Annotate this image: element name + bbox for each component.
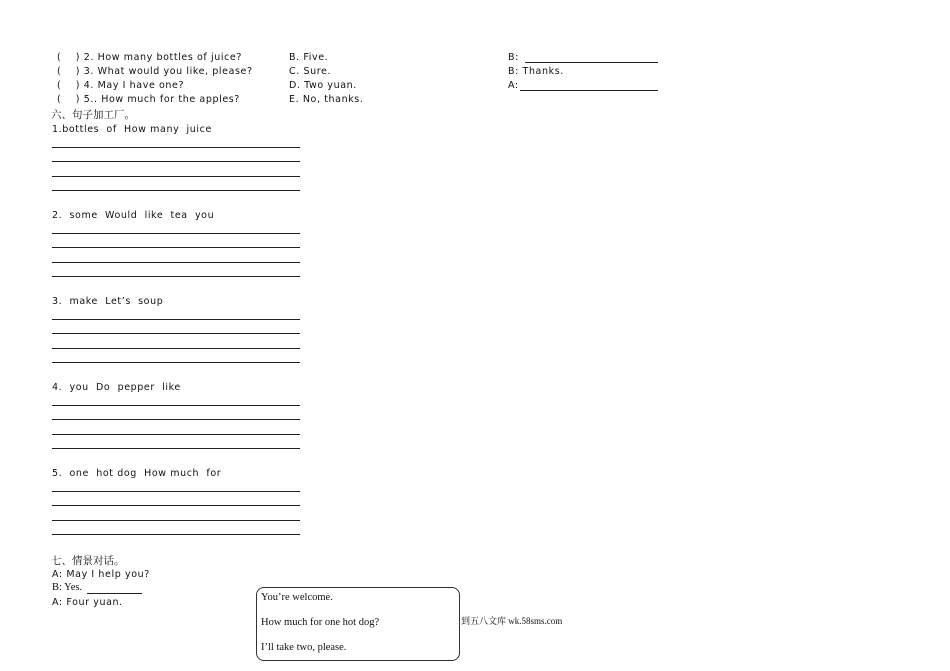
writing-line [52, 147, 300, 148]
section-6-item-1: 1.bottles of How many juice [52, 124, 212, 135]
writing-line [52, 434, 300, 435]
answer-line [525, 62, 658, 63]
watermark-text: 到五八文库 wk.58sms.com [461, 616, 563, 626]
writing-line [52, 348, 300, 349]
writing-line [52, 333, 300, 334]
writing-line [52, 262, 300, 263]
box-choice-2: How much for one hot dog? [261, 617, 380, 628]
box-choice-1: You’re welcome. [261, 592, 333, 603]
section-6-item-4: 4. you Do pepper like [52, 382, 181, 393]
section-7-line-a2: A: Four yuan. [52, 597, 123, 608]
matching-option-c: C. Sure. [289, 66, 332, 77]
matching-question-3: ( ) 3. What would you like, please? [57, 66, 253, 77]
dialog-line-a: A: [508, 80, 519, 91]
writing-line [52, 520, 300, 521]
writing-line [52, 247, 300, 248]
section-6-item-2: 2. some Would like tea you [52, 210, 215, 221]
matching-question-2: ( ) 2. How many bottles of juice? [57, 52, 243, 63]
matching-option-b: B. Five. [289, 52, 329, 63]
writing-line [52, 505, 300, 506]
matching-question-5: ( ) 5.. How much for the apples? [57, 94, 240, 105]
section-7-title: 七、情景对话。 [51, 555, 125, 567]
dialog-line-b1: B: [508, 52, 523, 63]
writing-line [52, 405, 300, 406]
matching-option-e: E. No, thanks. [289, 94, 364, 105]
matching-option-d: D. Two yuan. [289, 80, 357, 91]
matching-question-4: ( ) 4. May I have one? [57, 80, 185, 91]
answer-line [87, 593, 142, 594]
section-6-title: 六、句子加工厂。 [51, 109, 135, 121]
writing-line [52, 233, 300, 234]
dialog-line-b2: B: Thanks. [508, 66, 564, 77]
writing-line [52, 362, 300, 363]
section-7-line-a1: A: May I help you? [52, 569, 150, 580]
writing-line [52, 176, 300, 177]
writing-line [52, 276, 300, 277]
writing-line [52, 448, 300, 449]
section-6-item-5: 5. one hot dog How much for [52, 468, 222, 479]
writing-line [52, 161, 300, 162]
writing-line [52, 534, 300, 535]
writing-line [52, 491, 300, 492]
writing-line [52, 419, 300, 420]
section-6-item-3: 3. make Let’s soup [52, 296, 164, 307]
box-choice-3: I’ll take two, please. [261, 642, 347, 653]
answer-line [520, 90, 658, 91]
writing-line [52, 190, 300, 191]
writing-line [52, 319, 300, 320]
section-7-line-b: B: Yes. [52, 582, 83, 593]
